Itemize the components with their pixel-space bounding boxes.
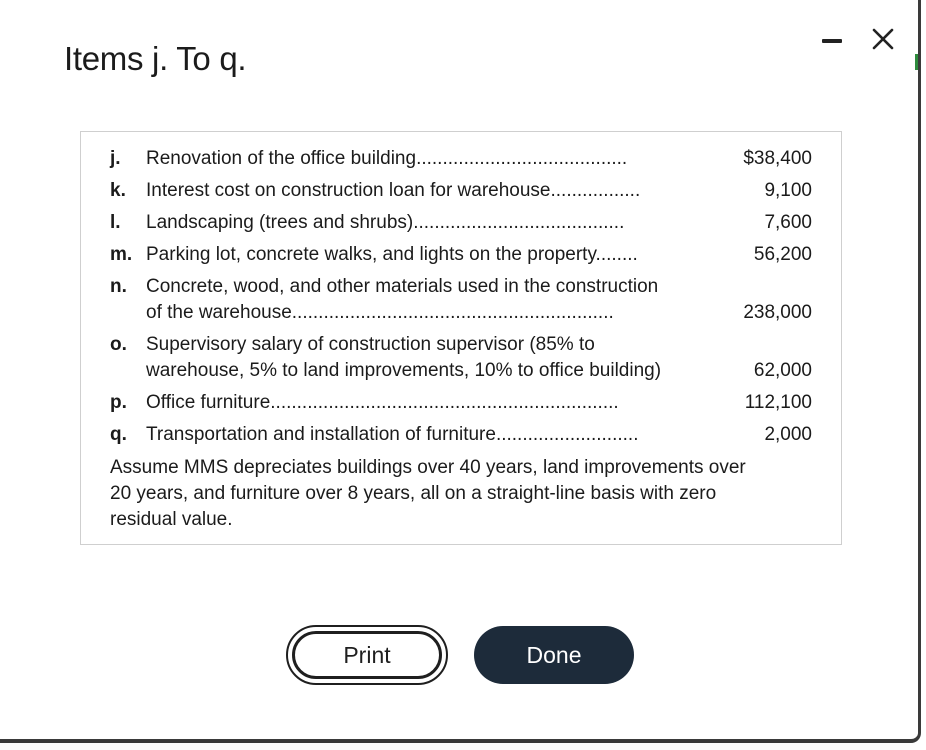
item-row-l xyxy=(110,210,812,236)
minimize-icon xyxy=(822,39,842,43)
item-description-line: of the warehouse............................................................. xyxy=(146,302,614,323)
item-description xyxy=(146,178,640,204)
item-description-line: Concrete, wood, and other materials used in the construction xyxy=(146,276,659,297)
note-line: Assume MMS depreciates buildings over 40 years, land improvements over xyxy=(110,457,746,478)
close-icon xyxy=(866,22,900,56)
print-button-label: Print xyxy=(292,631,442,679)
item-amount: $38,400 xyxy=(743,148,812,169)
item-description xyxy=(146,422,638,448)
item-amount: 56,200 xyxy=(753,244,812,265)
item-description xyxy=(146,146,627,172)
item-amount: 7,600 xyxy=(764,212,812,233)
item-description xyxy=(146,390,619,416)
item-amount: 2,000 xyxy=(764,424,812,445)
item-amount: 238,000 xyxy=(743,302,812,323)
item-row-n xyxy=(110,274,812,326)
item-row-j xyxy=(110,146,812,172)
item-description-line: Landscaping (trees and shrubs)........................................ xyxy=(146,212,625,233)
done-button[interactable]: Done xyxy=(474,626,634,684)
item-letter: q. xyxy=(110,424,127,445)
item-description-line: Supervisory salary of construction supervisor (85% to xyxy=(146,334,595,355)
item-description-line: Transportation and installation of furniture........................... xyxy=(146,424,639,445)
item-amount: 9,100 xyxy=(764,180,812,201)
item-description-line: warehouse, 5% to land improvements, 10% to office building) xyxy=(146,360,662,381)
items-content-box xyxy=(80,131,842,545)
item-amount: 62,000 xyxy=(753,360,812,381)
item-row-k xyxy=(110,178,812,204)
item-letter: m. xyxy=(110,244,133,265)
item-amount: 112,100 xyxy=(744,392,812,413)
item-description-line: Office furniture.................................................................. xyxy=(146,392,619,413)
depreciation-note xyxy=(110,455,816,533)
item-description xyxy=(146,274,658,326)
item-letter: l. xyxy=(110,212,121,233)
item-description-line: Renovation of the office building........................................ xyxy=(146,148,628,169)
item-row-o xyxy=(110,332,812,384)
note-line: residual value. xyxy=(110,509,233,530)
item-description xyxy=(146,242,638,268)
item-description xyxy=(146,332,661,384)
print-button[interactable] xyxy=(286,625,448,685)
minimize-button[interactable] xyxy=(818,28,848,50)
item-row-p xyxy=(110,390,812,416)
item-letter: p. xyxy=(110,392,127,413)
note-line: 20 years, and furniture over 8 years, all on a straight-line basis with zero xyxy=(110,483,717,504)
item-letter: o. xyxy=(110,334,127,355)
item-letter: k. xyxy=(110,180,126,201)
item-letter: n. xyxy=(110,276,127,297)
close-button[interactable] xyxy=(866,22,900,56)
dialog-title: Items j. To q. xyxy=(64,40,247,77)
item-description xyxy=(146,210,624,236)
item-row-m xyxy=(110,242,812,268)
item-row-q xyxy=(110,422,812,448)
item-letter: j. xyxy=(110,148,121,169)
item-description-line: Parking lot, concrete walks, and lights on the property........ xyxy=(146,244,638,265)
item-description-line: Interest cost on construction loan for warehouse................. xyxy=(146,180,641,201)
edge-accent xyxy=(915,54,918,70)
